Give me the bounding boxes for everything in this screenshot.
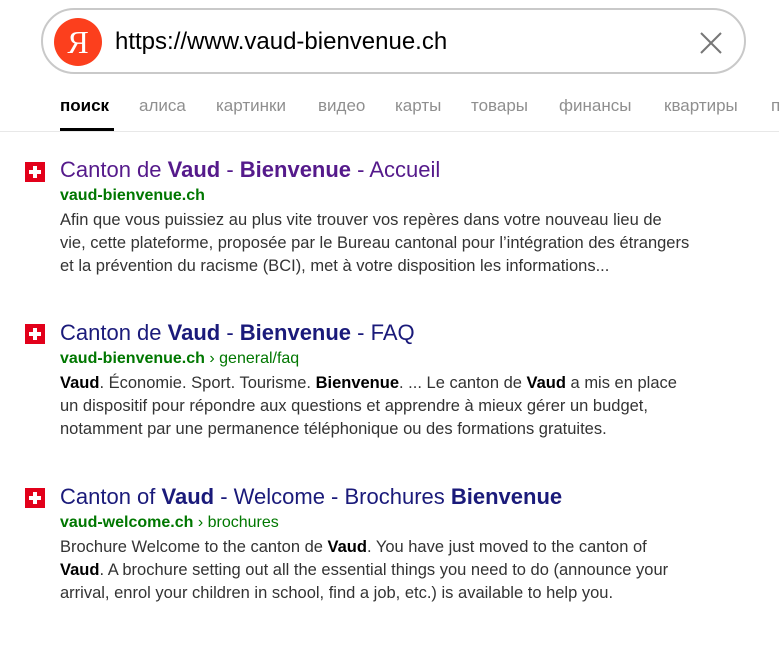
result-url-path[interactable]: › general/faq (204, 350, 300, 367)
result-url-path[interactable]: › brochures (193, 514, 279, 531)
result-url (60, 350, 299, 368)
result-title-link[interactable]: Canton de Vaud - Bienvenue - FAQ (60, 320, 415, 345)
search-bar (41, 8, 746, 74)
result-title-link[interactable]: Canton de Vaud - Bienvenue - Accueil (60, 157, 441, 182)
tab-images[interactable]: картинки (216, 96, 286, 115)
close-icon (696, 28, 726, 58)
result-url-host[interactable]: vaud-welcome.ch (60, 514, 194, 531)
tab-alice[interactable]: алиса (139, 96, 186, 115)
result-snippet: Afin que vous puissiez au plus vite trouver vos repères dans votre nouveau lieu de vie, cette plateforme, proposée par le Bureau cantonal pour l’intégration des étrangers et la prévention du racisme (BCI), met à votre disposition les informations... (60, 211, 690, 275)
result-url (60, 187, 205, 205)
tab-apartments[interactable]: квартиры (664, 96, 738, 115)
tab-products[interactable]: товары (471, 96, 529, 115)
result-snippet: Vaud. Économie. Sport. Tourisme. Bienvenue. ... Le canton de Vaud a mis en place un dispositif pour répondre aux questions et apprendre à mieux gérer un budget, notamment par une permanence téléphonique ou des formations gratuites. (60, 374, 677, 438)
clear-search-button[interactable] (696, 28, 726, 58)
search-tabs (0, 92, 779, 132)
search-input[interactable] (115, 23, 675, 61)
tab-finance[interactable]: финансы (559, 96, 632, 115)
swiss-flag-icon (25, 488, 45, 508)
result-url (60, 514, 279, 532)
tab-more[interactable]: п (771, 96, 780, 115)
tab-video[interactable]: видео (318, 96, 366, 115)
header-divider (0, 131, 779, 132)
result-title-link[interactable]: Canton of Vaud - Welcome - Brochures Bienvenue (60, 484, 563, 509)
tab-search[interactable]: поиск (60, 96, 110, 115)
result-url-host[interactable]: vaud-bienvenue.ch (60, 187, 205, 204)
yandex-logo[interactable]: Я (54, 18, 102, 66)
swiss-flag-icon (25, 324, 45, 344)
tab-maps[interactable]: карты (395, 96, 442, 115)
result-url-host[interactable]: vaud-bienvenue.ch (60, 350, 205, 367)
swiss-flag-icon (25, 162, 45, 182)
result-snippet: Brochure Welcome to the canton de Vaud. You have just moved to the canton of Vaud. A brochure setting out all the essential things you need to do (announce your arrival, enrol your children in school, find a job, etc.) is available to help you. (60, 538, 669, 602)
